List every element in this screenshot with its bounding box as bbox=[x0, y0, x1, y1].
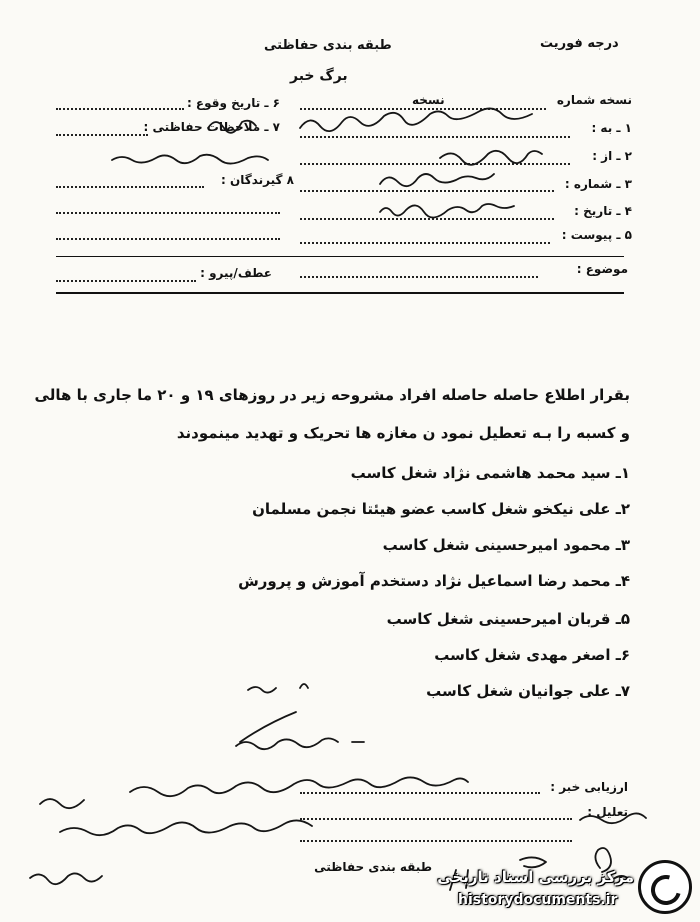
list-item: ۱ـ سید محمد هاشمی نژاد شغل کاسب bbox=[350, 464, 630, 482]
field-number-label: ۳ ـ شماره : bbox=[564, 177, 632, 191]
field-to-label: ۱ ـ به : bbox=[591, 121, 632, 135]
footer-classification: طبقه بندی حفاظتی bbox=[314, 860, 432, 874]
handwriting-evaluation bbox=[130, 777, 468, 796]
handwriting-left-1 bbox=[208, 121, 256, 133]
list-item: ۴ـ محمد رضا اسماعیل نژاد دستخدم آموزش و پرورش bbox=[238, 572, 630, 590]
handwriting-date bbox=[380, 204, 514, 218]
copy-label: نسخه bbox=[412, 93, 445, 107]
body-paragraph-line-1: بقرار اطلاع حاصله حاصله افراد مشروحه زیر در روزهای ۱۹ و ۲۰ ما جاری با هالی bbox=[34, 386, 630, 404]
field-copy-number-label: نسخه شماره bbox=[556, 93, 632, 107]
priority-label: درجه فوریت bbox=[540, 36, 619, 51]
field-recipients-label: ۸ گیرندگان : bbox=[221, 173, 294, 187]
field-event-date-label: ۶ ـ تاریخ وقوع : bbox=[186, 96, 280, 110]
archive-logo-icon bbox=[638, 860, 692, 914]
handwriting-note-1 bbox=[236, 738, 364, 749]
list-item: ۳ـ محمود امیرحسینی شغل کاسب bbox=[382, 536, 630, 554]
list-item: ۷ـ علی جوانیان شغل کاسب bbox=[426, 682, 630, 700]
form-title: برگ خبر bbox=[290, 68, 348, 84]
handwriting-number bbox=[380, 174, 494, 186]
handwriting-bottom-left bbox=[30, 873, 102, 884]
list-item: ۶ـ اصغر مهدی شغل کاسب bbox=[434, 646, 630, 664]
handwriting-left-2 bbox=[112, 155, 268, 164]
handwriting-to bbox=[300, 108, 532, 131]
handwriting-from bbox=[440, 151, 542, 165]
handwriting-slash bbox=[240, 712, 296, 742]
handwriting-count bbox=[248, 684, 308, 693]
classification-label: طبقه بندی حفاظتی bbox=[264, 38, 392, 53]
handwriting-stamp-mark bbox=[520, 857, 546, 867]
watermark-text: مرکز بررسی اسناد تاریخی bbox=[437, 868, 634, 886]
subject-label: موضوع : bbox=[576, 262, 628, 276]
field-date-label: ۴ ـ تاریخ : bbox=[574, 204, 632, 218]
field-attachment-label: ۵ ـ پیوست : bbox=[561, 228, 632, 242]
analysis-label: تعلیل : bbox=[587, 805, 628, 819]
body-paragraph-line-2: و کسبه را بـه تعطیل نمود ن مغازه ها تحریک و تهدید مینمودند bbox=[176, 424, 630, 442]
list-item: ۵ـ قربان امیرحسینی شغل کاسب bbox=[386, 610, 630, 628]
list-item: ۲ـ علی نیکخو شغل کاسب عضو هیئتا نجمن مسلمان bbox=[252, 500, 630, 518]
followup-label: عطف/پیرو : bbox=[200, 266, 272, 280]
evaluation-label: ارزیابی خبر : bbox=[550, 780, 628, 794]
field-from-label: ۲ ـ از : bbox=[592, 149, 632, 163]
field-security-notes-label: ۷ ـ ملاحظات حفاظتی : bbox=[143, 120, 280, 134]
watermark-url: historydocuments.ir bbox=[458, 892, 618, 908]
handwriting-note-2 bbox=[60, 820, 312, 835]
handwriting-corner-right bbox=[40, 799, 646, 823]
